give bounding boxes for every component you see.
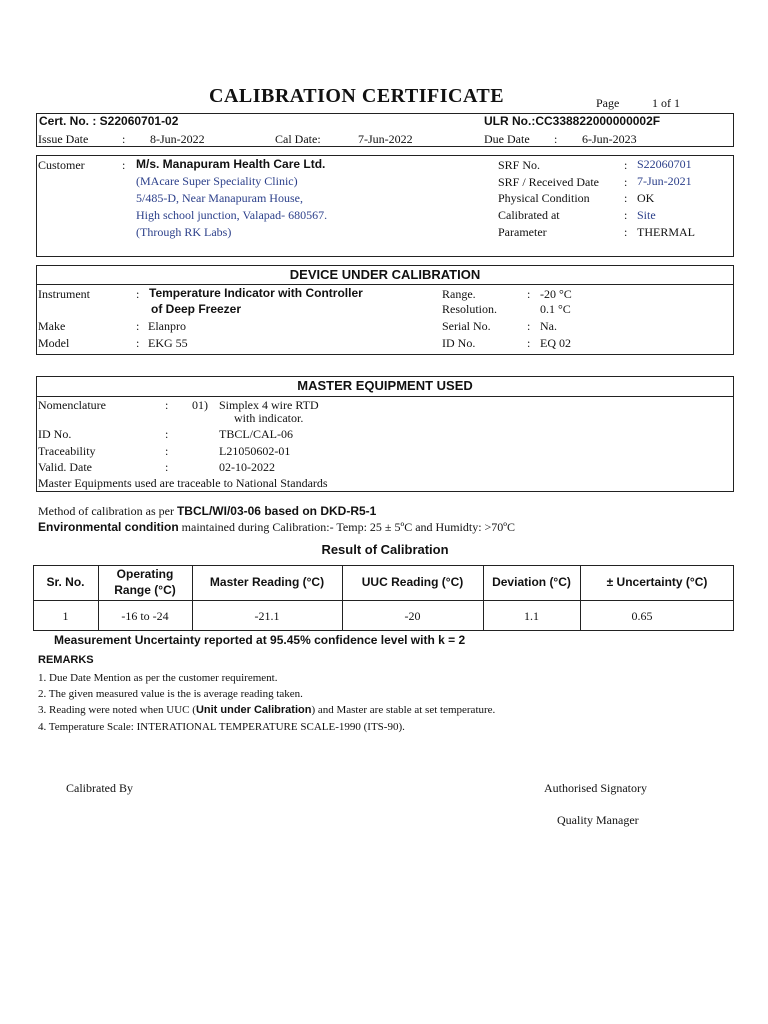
- remark-3-part: 3. Reading were noted when UUC (: [38, 704, 196, 716]
- resolution-label: Resolution.: [442, 302, 498, 316]
- serial-value: Na.: [540, 319, 557, 333]
- remark-3-part: ) and Master are stable at set temperature.: [311, 704, 496, 716]
- colon: :: [527, 287, 531, 301]
- col-header-uuc-reading: UUC Reading (°C): [361, 575, 464, 589]
- srf-no-value: S22060701: [637, 157, 692, 171]
- nomenclature-number: 01): [192, 398, 208, 412]
- issue-date-value: 8-Jun-2022: [150, 132, 205, 146]
- instrument-value-line2: of Deep Freezer: [151, 302, 242, 316]
- traceable-note: Master Equipments used are traceable to National Standards: [38, 476, 328, 490]
- method-prefix: Method of calibration as per: [38, 504, 177, 518]
- duc-id-label: ID No.: [442, 336, 476, 350]
- traceability-value: L21050602-01: [219, 444, 291, 458]
- colon: :: [136, 336, 140, 350]
- physical-condition-value: OK: [637, 191, 655, 205]
- calibrated-by-label: Calibrated By: [66, 781, 133, 795]
- colon: :: [624, 158, 628, 172]
- colon: :: [624, 175, 628, 189]
- col-header-deviation: Deviation (°C): [492, 575, 571, 589]
- nomenclature-value-line2: with indicator.: [234, 411, 304, 425]
- cell-uuc-reading: -20: [404, 609, 421, 623]
- colon: :: [122, 132, 126, 146]
- physical-condition-label: Physical Condition: [498, 191, 590, 205]
- colon: :: [136, 319, 140, 333]
- range-label: Range.: [442, 287, 476, 301]
- remark-2: 2. The given measured value is the is average reading taken.: [38, 688, 303, 700]
- calibrated-at-label: Calibrated at: [498, 208, 560, 222]
- environment-line: [38, 520, 515, 535]
- customer-line: (MAcare Super Speciality Clinic): [136, 174, 298, 188]
- customer-label: Customer: [38, 158, 85, 172]
- remarks-heading: REMARKS: [38, 654, 94, 666]
- range-value: -20 °C: [540, 287, 572, 301]
- colon: :: [527, 336, 531, 350]
- authorised-signatory-label: Authorised Signatory: [544, 781, 647, 795]
- due-date-value: 6-Jun-2023: [582, 132, 637, 146]
- colon: :: [165, 427, 169, 441]
- cell-uncertainty: 0.65: [631, 609, 653, 623]
- cert-number: Cert. No. : S22060701-02: [39, 114, 179, 128]
- ulr-number: ULR No.:CC338822000000002F: [484, 114, 661, 128]
- calibrated-at-value: Site: [637, 208, 656, 222]
- cell-master-reading: -21.1: [254, 609, 280, 623]
- cell-sr-no: 1: [62, 609, 69, 623]
- colon: :: [165, 444, 169, 458]
- col-header-sr-no: Sr. No.: [46, 575, 85, 589]
- colon: :: [624, 208, 628, 222]
- model-value: EKG 55: [148, 336, 188, 350]
- nomenclature-label: Nomenclature: [38, 398, 106, 412]
- resolution-value: 0.1 °C: [540, 302, 571, 316]
- method-line: [38, 504, 376, 519]
- environment-text: maintained during Calibration:- Temp: 25 ± 5ºC and Humidty: >70ºC: [178, 520, 516, 534]
- colon: :: [554, 132, 558, 146]
- master-box: [36, 376, 734, 492]
- page-label: Page: [596, 96, 620, 110]
- valid-date-value: 02-10-2022: [219, 460, 275, 474]
- remark-3-emphasis: Unit under Calibration: [195, 704, 312, 716]
- colon: :: [624, 191, 628, 205]
- certificate-title: CALIBRATION CERTIFICATE: [209, 85, 505, 107]
- cal-date-value: 7-Jun-2022: [358, 132, 413, 146]
- environment-label: Environmental condition: [38, 520, 179, 534]
- master-id-value: TBCL/CAL-06: [219, 427, 293, 441]
- remark-4: 4. Temperature Scale: INTERATIONAL TEMPERATURE SCALE-1990 (ITS-90).: [38, 721, 405, 733]
- make-value: Elanpro: [148, 319, 186, 333]
- colon: :: [624, 225, 628, 239]
- due-date-label: Due Date: [484, 132, 530, 146]
- serial-label: Serial No.: [442, 319, 491, 333]
- col-header-uncertainty: ± Uncertainty (°C): [606, 575, 708, 589]
- parameter-value: THERMAL: [637, 225, 695, 239]
- col-header-master-reading: Master Reading (°C): [209, 575, 325, 589]
- colon: :: [136, 287, 140, 301]
- result-heading: Result of Calibration: [321, 542, 449, 557]
- master-heading: MASTER EQUIPMENT USED: [297, 378, 473, 393]
- srf-date-label: SRF / Received Date: [498, 175, 599, 189]
- cell-range: -16 to -24: [121, 609, 169, 623]
- col-header-range: Range (°C): [114, 583, 176, 597]
- col-header-operating: Operating: [116, 567, 174, 581]
- customer-line: 5/485-D, Near Manapuram House,: [136, 191, 303, 205]
- valid-date-label: Valid. Date: [38, 460, 92, 474]
- instrument-label: Instrument: [38, 287, 90, 301]
- model-label: Model: [38, 336, 70, 350]
- issue-date-label: Issue Date: [38, 132, 89, 146]
- cal-date-label: Cal Date:: [275, 132, 321, 146]
- master-id-label: ID No.: [38, 427, 72, 441]
- make-label: Make: [38, 319, 66, 333]
- srf-date-value: 7-Jun-2021: [637, 174, 692, 188]
- customer-name: M/s. Manapuram Health Care Ltd.: [136, 157, 326, 171]
- page-number: 1 of 1: [652, 96, 680, 110]
- srf-no-label: SRF No.: [498, 158, 541, 172]
- parameter-label: Parameter: [498, 225, 547, 239]
- remark-3: [38, 704, 495, 716]
- colon: :: [165, 460, 169, 474]
- instrument-value: Temperature Indicator with Controller: [149, 286, 363, 300]
- cell-deviation: 1.1: [524, 609, 539, 623]
- duc-id-value: EQ 02: [540, 336, 571, 350]
- method-value: TBCL/WI/03-06 based on DKD-R5-1: [176, 504, 377, 518]
- remark-1: 1. Due Date Mention as per the customer requirement.: [38, 672, 278, 684]
- customer-line: High school junction, Valapad- 680567.: [136, 208, 328, 222]
- colon: :: [527, 319, 531, 333]
- uncertainty-note: Measurement Uncertainty reported at 95.45% confidence level with k = 2: [54, 633, 466, 647]
- customer-line: (Through RK Labs): [136, 225, 232, 239]
- quality-manager-label: Quality Manager: [557, 813, 639, 827]
- traceability-label: Traceability: [38, 444, 96, 458]
- duc-heading: DEVICE UNDER CALIBRATION: [289, 267, 481, 282]
- nomenclature-value: Simplex 4 wire RTD: [219, 398, 319, 412]
- colon: :: [165, 398, 169, 412]
- colon: :: [122, 158, 126, 172]
